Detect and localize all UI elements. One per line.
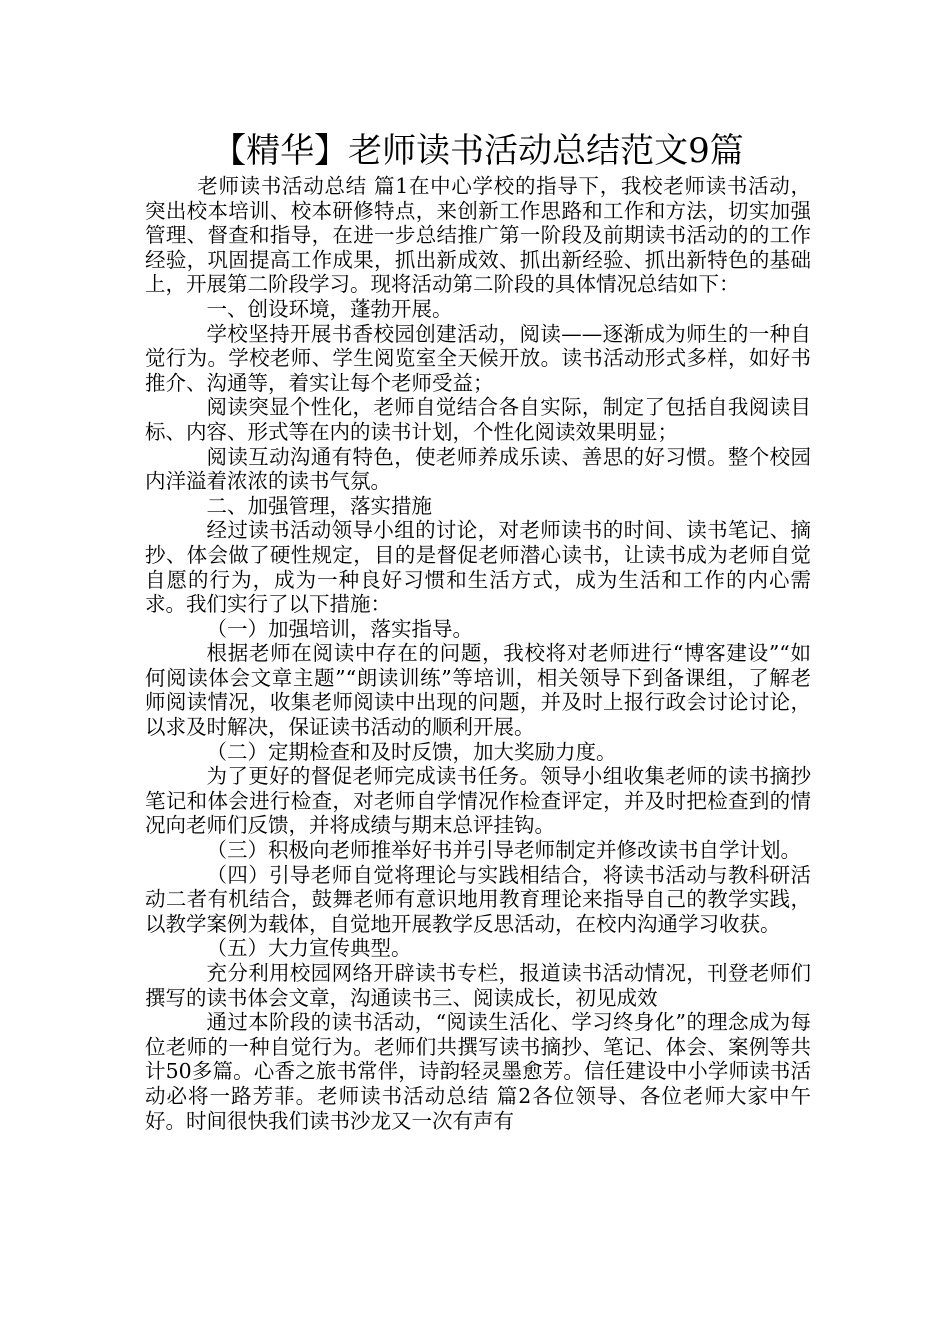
paragraph-measure-3: （三）积极向老师推举好书并引导老师制定并修改读书自学计划。 [206, 838, 801, 863]
heading-measure-5: （五）大力宣传典型。 [206, 936, 412, 961]
paragraph-results: 通过本阶段的读书活动，“阅读生活化、学习终身化”的理念成为每位老师的一种自觉行为。老师们共撰写读书摘抄、笔记、体会、案例等共计50多篇。心香之旅书常伴，诗韵轻灵墨愈芳。信任建设中小学师读书活动必将一路芳菲。老师读书活动总结 篇2各位领导、各位老师大家中午好。时间很快我们读书沙龙又一次有声有 [145, 1010, 811, 1133]
paragraph-interactive: 阅读互动沟通有特色，使老师养成乐读、善思的好习惯。整个校园内洋溢着浓浓的读书气氛。 [145, 444, 811, 494]
paragraph-publicity: 充分利用校园网络开辟读书专栏，报道读书活动情况，刊登老师们撰写的读书体会文章，沟通读书三、阅读成长，初见成效 [145, 961, 811, 1010]
paragraph-inspection: 为了更好的督促老师完成读书任务。领导小组收集老师的读书摘抄笔记和体会进行检查，对老师自学情况作检查评定，并及时把检查到的情况向老师们反馈，并将成绩与期末总评挂钩。 [145, 764, 811, 838]
heading-section-2: 二、加强管理，落实措施 [206, 493, 432, 518]
paragraph-personalized: 阅读突显个性化，老师自觉结合各自实际，制定了包括自我阅读目标、内容、形式等在内的读书计划，个性化阅读效果明显； [145, 395, 811, 444]
paragraph-training: 根据老师在阅读中存在的问题，我校将对老师进行“博客建设”“如何阅读体会文章主题”“朗读训练”等培训，相关领导下到备课组，了解老师阅读情况，收集老师阅读中出现的问题，并及时上报行政会讨论讨论，以求及时解决，保证读书活动的顺利开展。 [145, 641, 811, 740]
heading-section-1: 一、创设环境，蓬勃开展。 [206, 296, 453, 321]
paragraph-environment: 学校坚持开展书香校园创建活动，阅读——逐渐成为师生的一种自觉行为。学校老师、学生阅览室全天候开放。读书活动形式多样，如好书推介、沟通等，着实让每个老师受益； [145, 321, 811, 395]
paragraph-measure-4: （四）引导老师自觉将理论与实践相结合，将读书活动与教科研活动二者有机结合，鼓舞老师有意识地用教育理论来指导自己的教学实践，以教学案例为载体，自觉地开展教学反思活动，在校内沟通学习收获。 [145, 862, 811, 936]
document-page [145, 128, 811, 1133]
heading-measure-2: （二）定期检查和及时反馈，加大奖励力度。 [206, 739, 617, 764]
heading-measure-1: （一）加强培训，落实指导。 [206, 616, 473, 641]
paragraph-management: 经过读书活动领导小组的讨论，对老师读书的时间、读书笔记、摘抄、体会做了硬性规定，目的是督促老师潜心读书，让读书成为老师自觉自愿的行为，成为一种良好习惯和生活方式，成为生活和工作的内心需求。我们实行了以下措施： [145, 518, 811, 617]
paragraph-intro: 老师读书活动总结 篇1在中心学校的指导下，我校老师读书活动，突出校本培训、校本研修特点，来创新工作思路和工作和方法，切实加强管理、督查和指导，在进一步总结推广第一阶段及前期读书活动的的工作经验，巩固提高工作成果，抓出新成效、抓出新经验、抓出新特色的基础上，开展第二阶段学习。现将活动第二阶段的具体情况总结如下： [145, 174, 811, 297]
document-title: 【精华】老师读书活动总结范文9篇 [212, 131, 744, 171]
